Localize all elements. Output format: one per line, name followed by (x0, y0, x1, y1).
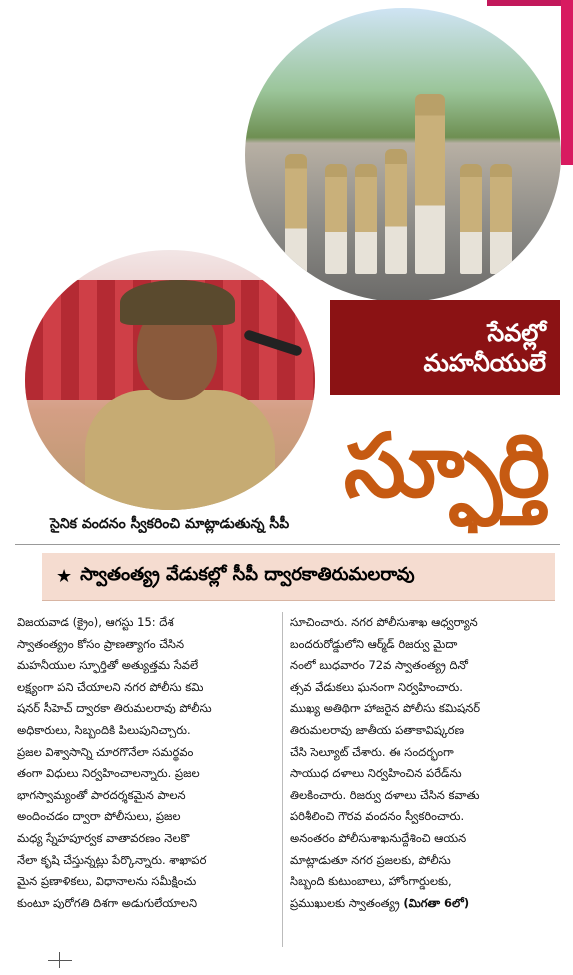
article-line: సూచించారు. నగర పోలీసుశాఖ ఆధ్వర్యాన (290, 615, 478, 629)
subheadline (42, 553, 555, 601)
side-accent-bar (561, 0, 573, 165)
article-line: సిబ్బంది కుటుంబాలు, హోంగార్డులకు, (290, 874, 452, 889)
article-line: ముఖ్య అతిథిగా హాజరైన పోలీసు కమిషనర్ (290, 701, 481, 716)
article-line: నంలో బుధవారం 72వ స్వాతంత్య్ర దినో (290, 658, 468, 673)
article-column-left (17, 612, 275, 914)
article-line: మహనీయుల స్ఫూర్తితో అత్యుత్తమ సేవలే (17, 658, 199, 673)
article-line: తిరుమలరావు జాతీయ పతాకావిష్కరణ (290, 722, 465, 737)
speaker-photo (25, 250, 315, 510)
continued-note: (మిగతా 6లో) (403, 895, 470, 910)
article-line: మధ్య స్నేహపూర్వక వాతావరణం నెలకొ (17, 830, 190, 845)
parade-officer-figure (355, 164, 377, 274)
article-line: అనంతరం పోలీసుశాఖనుద్దేశించి ఆయన (290, 830, 467, 845)
officer-cap (120, 280, 235, 325)
headline-line-1: సేవల్లో (487, 317, 546, 347)
article-line: ప్రజల విశ్వాసాన్ని చూరగొనేలా సమర్థవం (17, 744, 194, 759)
headline-box (330, 300, 560, 395)
article-line: పరిశీలించి గౌరవ వందనం స్వీకరించారు. (290, 809, 465, 824)
article-line: అందించడం ద్వారా పోలీసులు, ప్రజల (17, 809, 181, 824)
article-line: బందరురోడ్డులోని ఆర్మ్‌డ్ రిజర్వు మైదా (290, 636, 458, 651)
article-line: మాట్లాడుతూ నగర ప్రజలకు, పోలీసు (290, 852, 451, 867)
article-line-text: ప్రముఖులకు స్వాతంత్య్ర (290, 895, 400, 910)
article-line: షనర్ సీహెచ్ ద్వారకా తిరుమలరావు పోలీసు (17, 701, 212, 716)
parade-photo (245, 8, 561, 302)
page-title: స్ఫూర్తి (343, 413, 547, 517)
article-line-last (290, 893, 548, 915)
article-line: కుంటూ పురోగతి దిశగా అడుగులేయాలని (17, 895, 198, 910)
article-line: విజయవాడ (క్రైం), ఆగస్టు 15: దేశ (17, 615, 174, 629)
headline-line-2: మహనీయులే (423, 347, 546, 377)
article-line: లక్ష్యంగా పని చేయాలని నగర పోలీసు కమి (17, 679, 204, 694)
article-line: చేసి సెల్యూట్ చేశారు. ఈ సందర్భంగా (290, 744, 454, 759)
parade-officer-figure (385, 149, 407, 274)
article-line: అధికారులు, సిబ్బందికి పిలుపునిచ్చారు. (17, 722, 191, 737)
divider (15, 544, 560, 545)
column-divider (282, 612, 283, 947)
officer-uniform (85, 390, 275, 510)
article-line: మైన ప్రణాళికలు, విధానాలను సమీక్షించు (17, 874, 197, 889)
article-line: నేలా కృషి చేస్తున్నట్లు పేర్కొన్నారు. శాఖాపర (17, 852, 207, 867)
parade-officer-figure (285, 154, 307, 274)
article-line: భాగస్వామ్యంతో పారదర్శకమైన పాలన (17, 787, 186, 802)
registration-mark-icon (48, 960, 72, 961)
parade-officer-figure (490, 164, 512, 274)
parade-officer-figure (460, 164, 482, 274)
parade-officer-figure (415, 94, 445, 274)
article-column-right (290, 612, 548, 914)
article-line: స్వాతంత్య్రం కోసం ప్రాణత్యాగం చేసిన (17, 636, 185, 651)
article-line: తిలకించారు. రిజర్వు దళాలు చేసిన కవాతు (290, 787, 480, 802)
article-line: సాయుధ దళాలు నిర్వహించిన పరేడ్‌ను (290, 766, 462, 781)
article-line: త్సవ వేడుకలు ఘనంగా నిర్వహించారు. (290, 679, 463, 694)
subheadline-text: స్వాతంత్య్ర వేడుకల్లో సీపీ ద్వారకాతిరుమలరావు (80, 564, 415, 585)
article-line: తంగా విధులు నిర్వహించాలన్నారు. ప్రజల (17, 766, 200, 781)
photo-caption: సైనిక వందనం స్వీకరించి మాట్లాడుతున్న సీపీ (50, 516, 290, 532)
parade-officer-figure (325, 164, 347, 274)
star-icon: ★ (56, 566, 73, 587)
